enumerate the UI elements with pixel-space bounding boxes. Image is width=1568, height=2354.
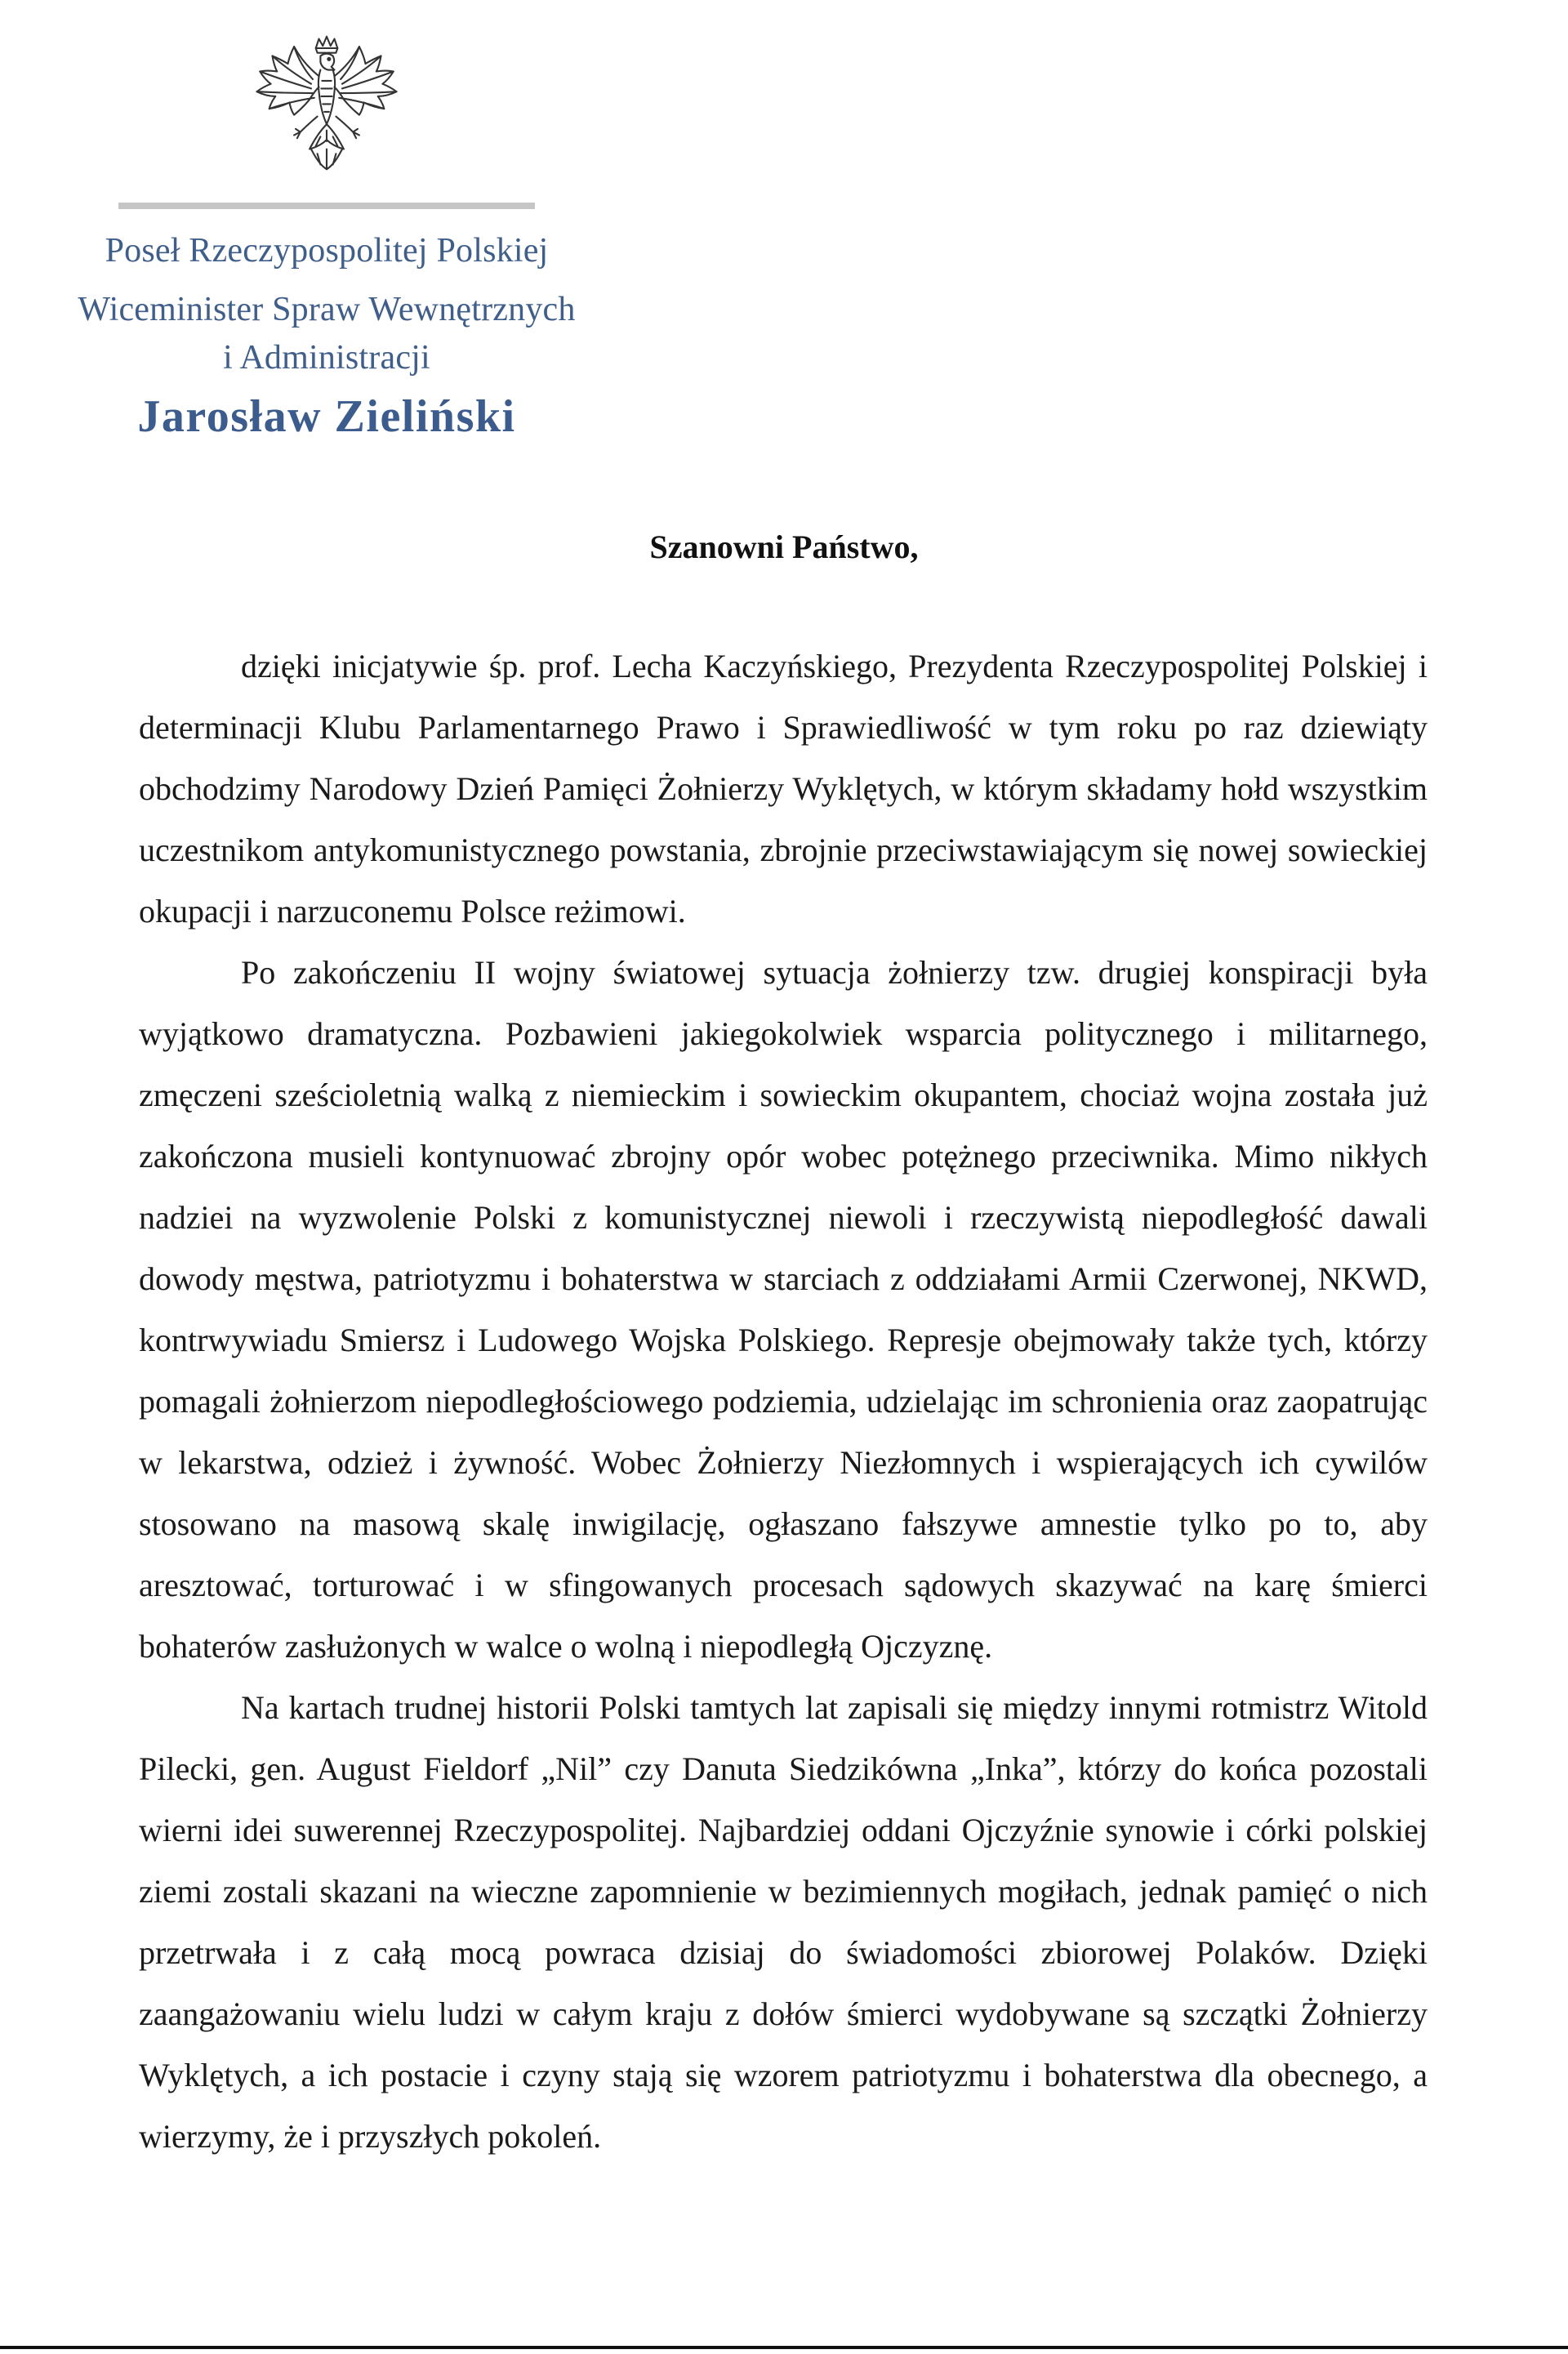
salutation: Szanowni Państwo, — [649, 528, 919, 565]
body-paragraph-2: Po zakończeniu II wojny światowej sytuacja żołnierzy tzw. drugiej konspiracji była wyjątkowo dramatyczna. Pozbawieni jakiegokolwiek wsparcia politycznego i militarnego, zmęczeni sześcioletnią walką z niemieckim i sowieckim okupantem, chociaż wojna została już zakończona musieli kontynuować zbrojny opór wobec potężnego przeciwnika. Mimo nikłych nadziei na wyzwolenie Polski z komunistycznej niewoli i rzeczywistą niepodległość dawali dowody męstwa, patriotyzmu i bohaterstwa w starciach z oddziałami Armii Czerwonej, NKWD, kontrwywiadu Smiersz i Ludowego Wojska Polskiego. Represje obejmowały także tych, którzy pomagali żołnierzom niepodległościowego podziemia, udzielając im schronienia oraz zaopatrując w lekarstwa, odzież i żywność. Wobec Żołnierzy Niezłomnych i wspierających ich cywilów stosowano na masową skalę inwigilację, ogłaszano fałszywe amnestie tylko po to, aby aresztować, torturować i w sfingowanych procesach sądowych skazywać na karę śmierci bohaterów zasłużonych w walce o wolną i niepodległą Ojczyznę. — [139, 954, 1428, 1665]
letterhead — [49, 33, 604, 449]
letterhead-name: Jarosław Zieliński — [137, 391, 516, 442]
body-paragraph-1: dzięki inicjatywie śp. prof. Lecha Kaczyńskiego, Prezydenta Rzeczypospolitej Polskiej i determinacji Klubu Parlamentarnego Prawo i Sprawiedliwość w tym roku po raz dziewiąty obchodzimy Narodowy Dzień Pamięci Żołnierzy Wyklętych, w którym składamy hołd wszystkim uczestnikom antykomunistycznego powstania, zbrojnie przeciwstawiającym się nowej sowieckiej okupacji i narzuconemu Polsce reżimowi. — [139, 648, 1428, 930]
letter-body — [139, 635, 1428, 2167]
letterhead-title-deputy: Poseł Rzeczypospolitej Polskiej — [105, 232, 549, 270]
letterhead-title-administration: i Administracji — [223, 339, 430, 377]
letterhead-divider — [118, 203, 535, 209]
body-paragraph-3: Na kartach trudnej historii Polski tamtych lat zapisali się między innymi rotmistrz Witold Pilecki, gen. August Fieldorf „Nil” czy Danuta Siedzikówna „Inka”, którzy do końca pozostali wierni idei suwerennej Rzeczypospolitej. Najbardziej oddani Ojczyźnie synowie i córki polskiej ziemi zostali skazani na wieczne zapomnienie w bezimiennych mogiłach, jednak pamięć o nich przetrwała i z całą mocą powraca dzisiaj do świadomości zbiorowej Polaków. Dzięki zaangażowaniu wielu ludzi w całym kraju z dołów śmierci wydobywane są szczątki Żołnierzy Wyklętych, a ich postacie i czyny stają się wzorem patriotyzmu i bohaterstwa dla obecnego, a wierzymy, że i przyszłych pokoleń. — [139, 1689, 1428, 2155]
letterhead-title-viceminister: Wiceminister Spraw Wewnętrznych — [78, 291, 576, 328]
page-bottom-border — [0, 2346, 1568, 2349]
polish-eagle-emblem-icon — [249, 33, 404, 188]
